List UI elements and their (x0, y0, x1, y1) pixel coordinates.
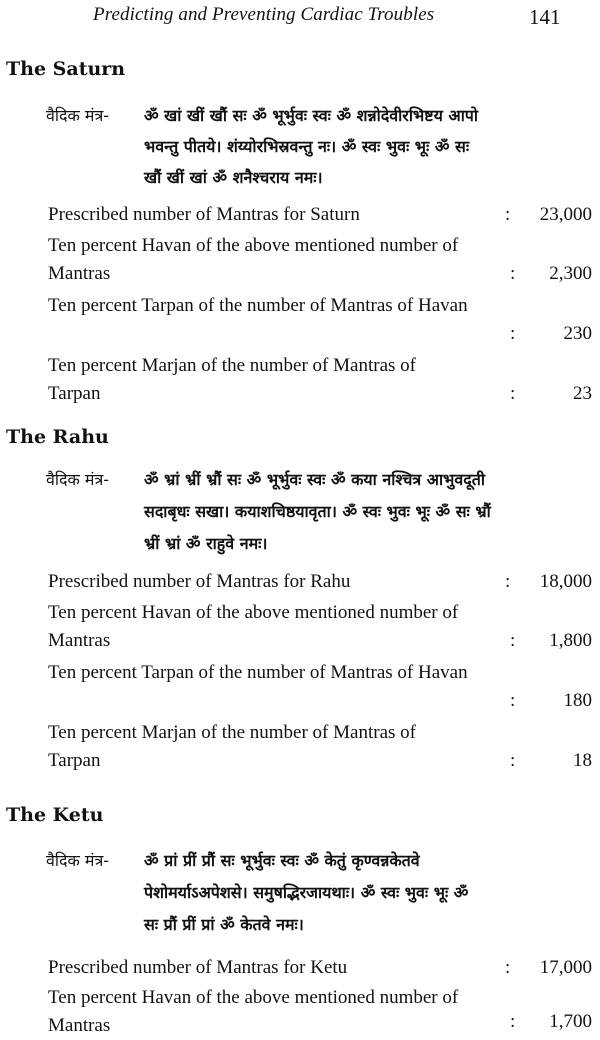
row-colon: : (510, 630, 516, 651)
row-colon: : (510, 383, 516, 404)
row-value: 230 (563, 323, 592, 344)
row-text: Ten percent Havan of the above mentioned number of Mantras (48, 602, 459, 651)
mantra-label: वैदिक मंत्र- (46, 106, 110, 125)
mantra-label: वैदिक मंत्र- (46, 851, 110, 870)
mantra-line: भ्रीं भ्रां ॐ राहुवे नमः। (144, 534, 268, 553)
row-value: 23,000 (539, 204, 592, 225)
row-text: Ten percent Havan of the above mentioned number of Mantras (48, 987, 459, 1036)
mantra-line: सः प्रौं प्रीं प्रां ॐ केतवे नमः। (144, 915, 304, 934)
row-text: Ten percent Marjan of the number of Mantras of Tarpan (48, 355, 416, 404)
row-colon: : (505, 957, 511, 978)
row-value: 180 (563, 690, 592, 711)
running-title: Predicting and Preventing Cardiac Troubles (93, 4, 435, 25)
row-text: Prescribed number of Mantras for Rahu (48, 571, 351, 592)
row-text: Prescribed number of Mantras for Saturn (48, 204, 360, 225)
row-colon: : (505, 204, 511, 225)
page-header (0, 0, 600, 34)
row-text: Ten percent Tarpan of the number of Mantras of Havan (48, 295, 468, 316)
row-colon: : (510, 690, 516, 711)
section-saturn (0, 58, 600, 410)
section-rahu (0, 426, 600, 781)
row-value: 18 (573, 750, 592, 771)
row-text: Ten percent Marjan of the number of Mantras of Tarpan (48, 722, 416, 771)
page-number: 141 (529, 5, 561, 29)
mantra-line: ॐ प्रां प्रीं प्रौं सः भूर्भुवः स्वः ॐ केतुं कृण्वन्नकेतवे (144, 851, 420, 870)
row-text: Ten percent Havan of the above mentioned number of Mantras (48, 235, 459, 284)
section-title: The Ketu (6, 804, 104, 826)
mantra-line: सदाबृधः सखा। कयाशचिष्ठयावृता। ॐ स्वः भुवः भूः ॐ सः भ्रौं (144, 502, 491, 521)
mantra-line: खौं खीं खां ॐ शनैश्चराय नमः। (144, 168, 323, 187)
row-value: 18,000 (539, 571, 592, 592)
mantra-line: ॐ खां खीं खौं सः ॐ भूर्भुवः स्वः ॐ शन्नोदेवीरभिष्टय आपो (144, 106, 479, 125)
row-value: 23 (573, 383, 592, 404)
row-value: 1,800 (549, 630, 592, 651)
row-value: 1,700 (549, 1011, 592, 1032)
row-colon: : (510, 263, 516, 284)
row-colon: : (505, 571, 511, 592)
row-text: Ten percent Tarpan of the number of Mantras of Havan (48, 662, 468, 683)
mantra-line: पेशोमर्याऽअपेशसे। समुषद्भिरजायथाः। ॐ स्वः भुवः भूः ॐ (144, 883, 469, 902)
row-colon: : (510, 323, 516, 344)
mantra-label: वैदिक मंत्र- (46, 470, 110, 489)
section-title: The Saturn (6, 58, 126, 80)
section-ketu (0, 804, 600, 1034)
row-colon: : (510, 1011, 516, 1032)
section-title: The Rahu (6, 426, 109, 448)
row-colon: : (510, 750, 516, 771)
row-text: Prescribed number of Mantras for Ketu (48, 957, 348, 978)
row-value: 17,000 (539, 957, 592, 978)
mantra-line: भवन्तु पीतये। शंय्योरभिस्रवन्तु नः। ॐ स्वः भुवः भूः ॐ सः (144, 137, 470, 156)
mantra-line: ॐ भ्रां भ्रीं भ्रौं सः ॐ भूर्भुवः स्वः ॐ कया नश्चित्र आभुवदूती (144, 470, 486, 489)
row-value: 2,300 (549, 263, 592, 284)
